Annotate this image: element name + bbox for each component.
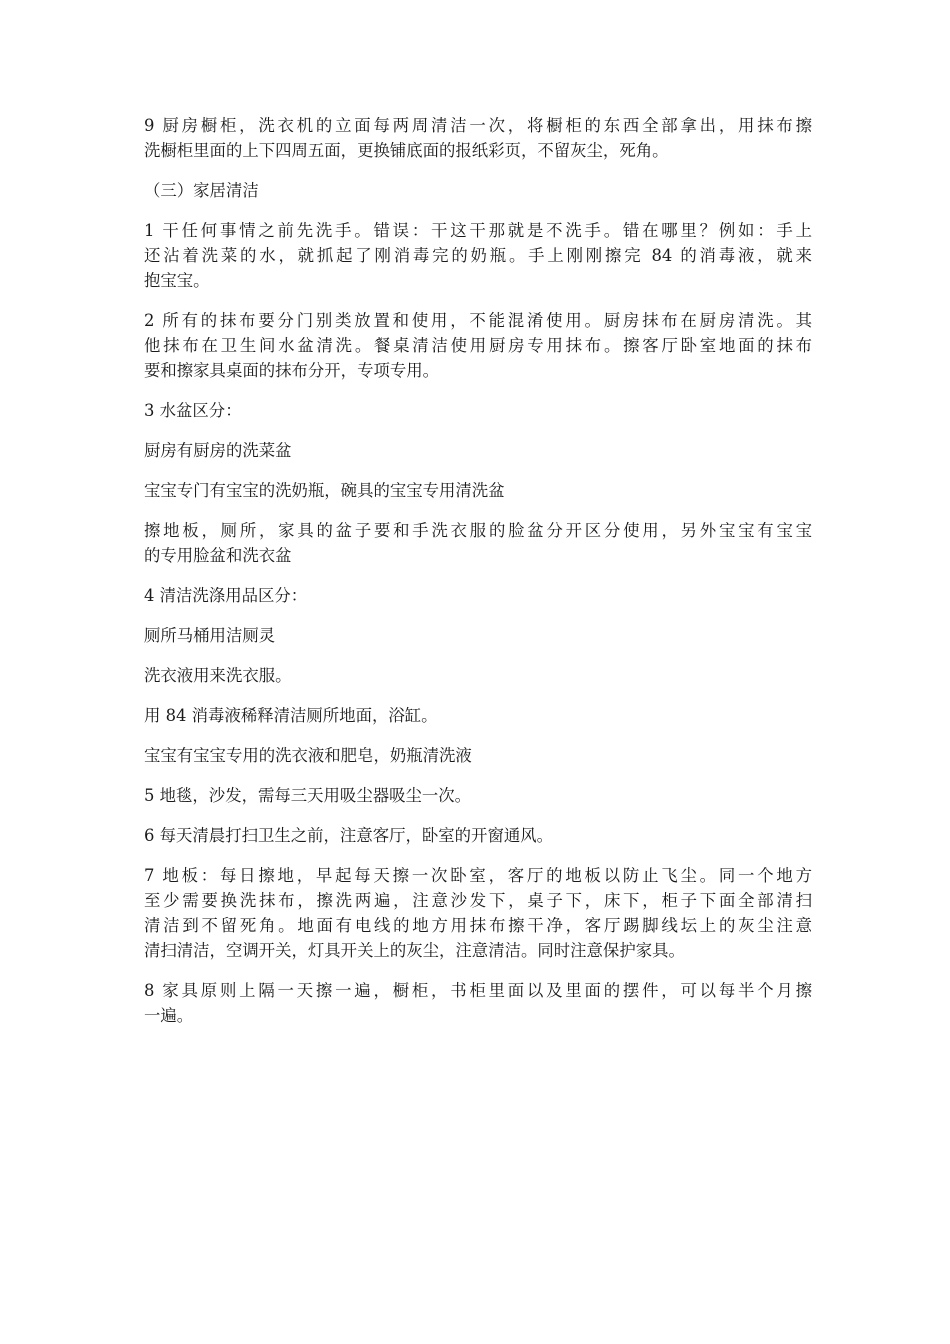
text-line: 还沾着洗菜的水，就抓起了刚消毒完的奶瓶。手上刚刚擦完 84 的消毒液，就来 [144, 246, 812, 265]
text-line: 1 干任何事情之前先洗手。错误：干这干那就是不洗手。错在哪里？例如：手上 [144, 221, 812, 240]
text-line: 擦地板，厕所，家具的盆子要和手洗衣服的脸盆分开区分使用，另外宝宝有宝宝 [144, 521, 812, 540]
paragraph-furniture [144, 978, 812, 1028]
text-line: 要和擦家具桌面的抹布分开，专项专用。 [144, 361, 440, 380]
text-line: 6 每天清晨打扫卫生之前，注意客厅，卧室的开窗通风。 [144, 826, 554, 845]
text-line: 厕所马桶用洁厕灵 [144, 626, 276, 645]
paragraph-baby-basin [144, 478, 812, 503]
text-line: 清洁到不留死角。地面有电线的地方用抹布擦干净，客厅踢脚线坛上的灰尘注意 [144, 916, 812, 935]
paragraph-toilet-cleaner [144, 623, 812, 648]
paragraph-kitchen-basin [144, 438, 812, 463]
paragraph-carpet-sofa [144, 783, 812, 808]
paragraph-laundry-liquid [144, 663, 812, 688]
text-line: 7 地板：每日擦地，早起每天擦一次卧室，客厅的地板以防止飞尘。同一个地方 [144, 866, 812, 885]
text-line: 洗衣液用来洗衣服。 [144, 666, 292, 685]
paragraph-basin-heading [144, 398, 812, 423]
paragraph-baby-detergent [144, 743, 812, 768]
text-line: 8 家具原则上隔一天擦一遍，橱柜，书柜里面以及里面的摆件，可以每半个月擦 [144, 981, 812, 1000]
section-heading-home-cleaning [144, 178, 812, 203]
document-body [144, 113, 812, 1043]
text-line: 4 清洁洗涤用品区分： [144, 586, 308, 605]
text-line: 宝宝专门有宝宝的洗奶瓶，碗具的宝宝专用清洗盆 [144, 481, 505, 500]
paragraph-disinfectant [144, 703, 812, 728]
text-line: 2 所有的抹布要分门别类放置和使用，不能混淆使用。厨房抹布在厨房清洗。其 [144, 311, 812, 330]
paragraph-ventilation [144, 823, 812, 848]
text-line: 洗橱柜里面的上下四周五面，更换铺底面的报纸彩页，不留灰尘，死角。 [144, 141, 669, 160]
paragraph-floor-basin [144, 518, 812, 568]
text-line: 至少需要换洗抹布，擦洗两遍，注意沙发下，桌子下，床下，柜子下面全部清扫 [144, 891, 812, 910]
text-line: 5 地毯，沙发，需每三天用吸尘器吸尘一次。 [144, 786, 472, 805]
text-line: 他抹布在卫生间水盆清洗。餐桌清洁使用厨房专用抹布。擦客厅卧室地面的抹布 [144, 336, 812, 355]
text-line: 抱宝宝。 [144, 271, 210, 290]
text-line: 9 厨房橱柜，洗衣机的立面每两周清洁一次，将橱柜的东西全部拿出，用抹布擦 [144, 116, 812, 135]
paragraph-floor-cleaning [144, 863, 812, 963]
text-line: 用 84 消毒液稀释清洁厕所地面，浴缸。 [144, 706, 438, 725]
text-line: （三）家居清洁 [144, 181, 259, 200]
paragraph-kitchen-cabinet [144, 113, 812, 163]
paragraph-cloth-separation [144, 308, 812, 383]
text-line: 厨房有厨房的洗菜盆 [144, 441, 292, 460]
paragraph-wash-hands [144, 218, 812, 293]
text-line: 清扫清洁，空调开关，灯具开关上的灰尘，注意清洁。同时注意保护家具。 [144, 941, 685, 960]
paragraph-detergent-heading [144, 583, 812, 608]
text-line: 3 水盆区分： [144, 401, 242, 420]
text-line: 的专用脸盆和洗衣盆 [144, 546, 292, 565]
text-line: 宝宝有宝宝专用的洗衣液和肥皂，奶瓶清洗液 [144, 746, 472, 765]
text-line: 一遍。 [144, 1006, 194, 1025]
